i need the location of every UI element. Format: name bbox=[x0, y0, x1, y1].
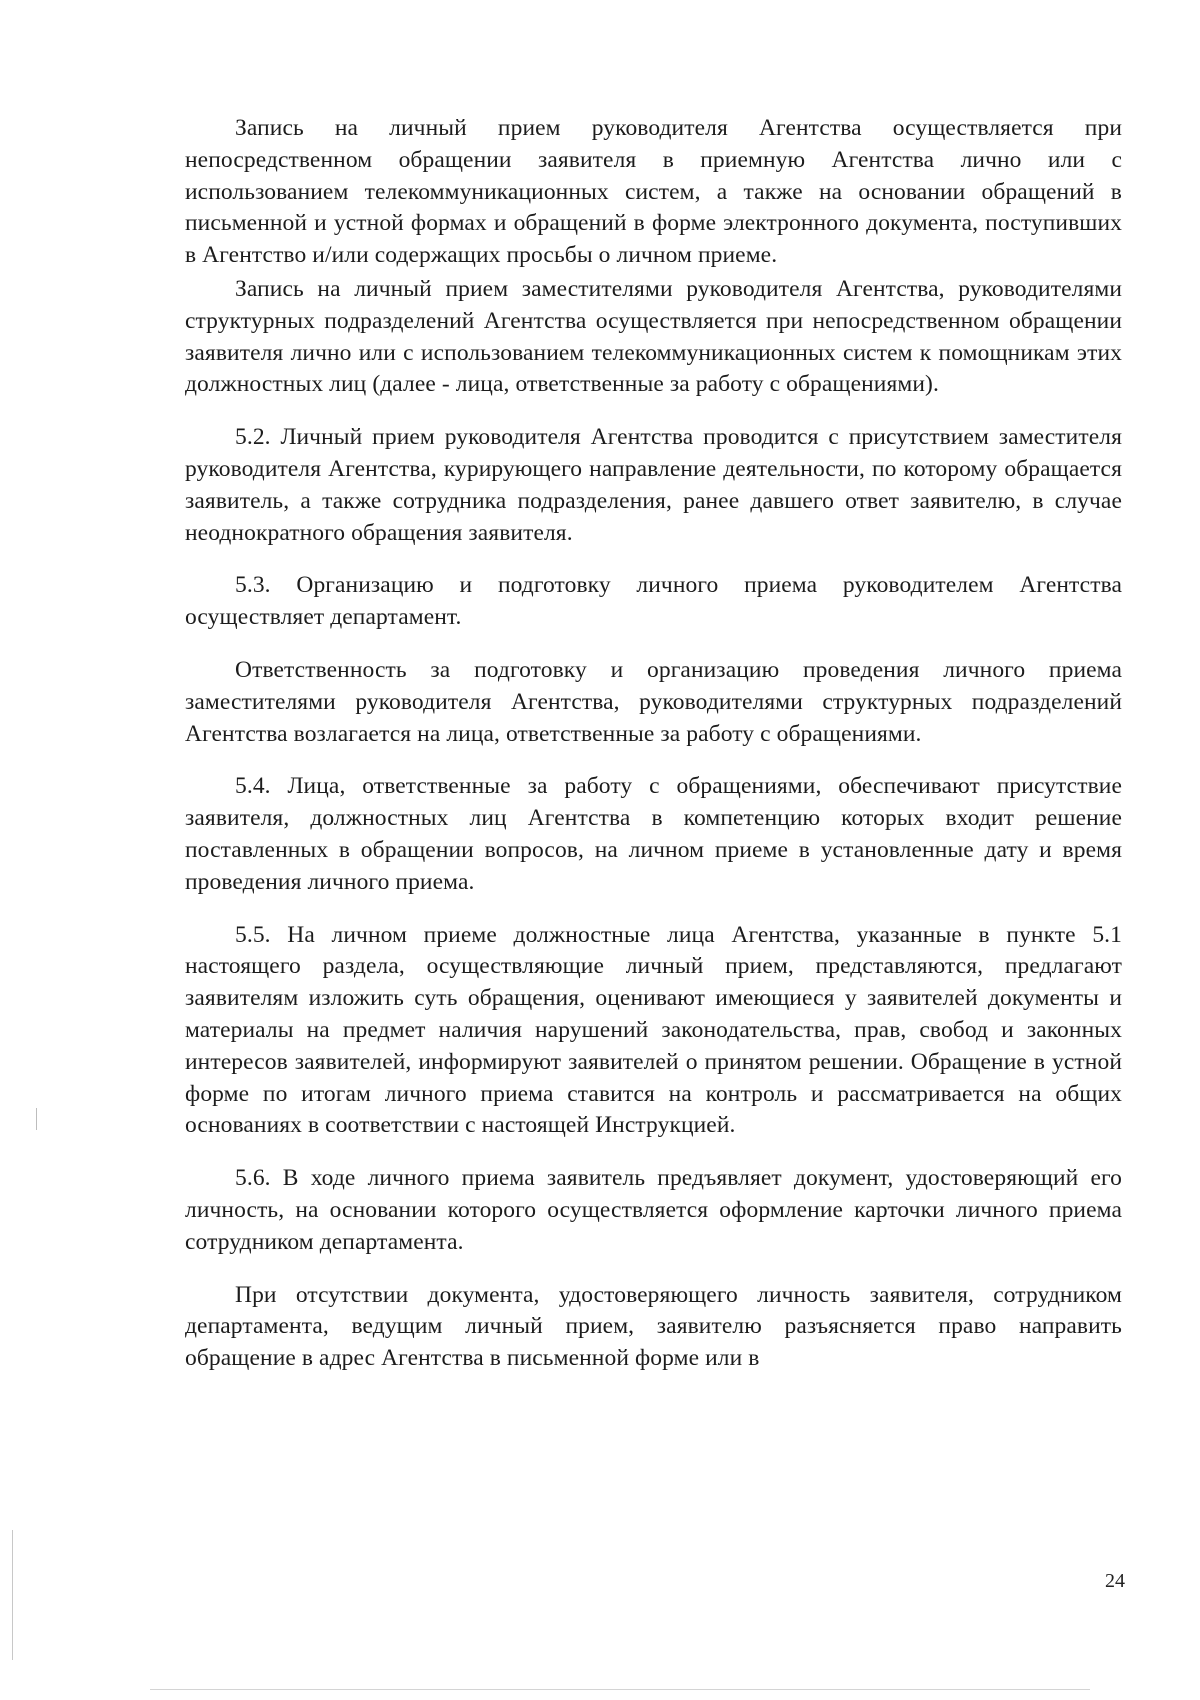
scan-artifact-edge bbox=[12, 1530, 13, 1660]
document-body bbox=[185, 113, 1122, 1375]
scan-artifact-bottom-line bbox=[150, 1689, 1090, 1690]
paragraph-appointment-deputies: Запись на личный прием заместителями руководителя Агентства, руководителями структурных подразделений Агентства осуществляется при непосредственном обращении заявителя лично или с использованием телекоммуникационных систем к помощникам этих должностных лиц (далее - лица, ответственные за работу с обращениями). bbox=[185, 275, 1122, 398]
paragraph-no-document: При отсутствии документа, удостоверяющего личность заявителя, сотрудником департамента, ведущим личный прием, заявителю разъясняется право направить обращение в адрес Агентства в письменной форме или в bbox=[185, 1281, 1122, 1372]
paragraph-responsibility: Ответственность за подготовку и организацию проведения личного приема заместителями руководителя Агентства, руководителями структурных подразделений Агентства возлагается на лица, ответственные за работу с обращениями. bbox=[185, 656, 1122, 747]
paragraph-5-3: 5.3. Организацию и подготовку личного приема руководителем Агентства осуществляет департамент. bbox=[185, 572, 1122, 631]
page-number: 24 bbox=[1105, 1570, 1125, 1592]
scan-artifact-mark bbox=[36, 1108, 37, 1130]
paragraph-5-5: 5.5. На личном приеме должностные лица Агентства, указанные в пункте 5.1 настоящего раздела, осуществляющие личный прием, представляются, предлагают заявителям изложить суть обращения, оценивают имеющиеся у заявителей документы и материалы на предмет наличия нарушений законодательства, прав, свобод и законных интересов заявителей, информируют заявителей о принятом решении. Обращение в устной форме по итогам личного приема ставится на контроль и рассматривается на общих основаниях в соответствии с настоящей Инструкцией. bbox=[185, 921, 1122, 1139]
paragraph-5-2: 5.2. Личный прием руководителя Агентства проводится с присутствием заместителя руководителя Агентства, курирующего направление деятельности, по которому обращается заявитель, а также сотрудника подразделения, ранее давшего ответ заявителю, в случае неоднократного обращения заявителя. bbox=[185, 424, 1122, 546]
paragraph-appointment-head: Запись на личный прием руководителя Агентства осуществляется при непосредственном обращении заявителя в приемную Агентства лично или с использованием телекоммуникационных систем, а также на основании обращений в письменной и устной формах и обращений в форме электронного документа, поступивших в Агентство и/или содержащих просьбы о личном приеме. bbox=[185, 115, 1122, 269]
paragraph-5-4: 5.4. Лица, ответственные за работу с обращениями, обеспечивают присутствие заявителя, должностных лиц Агентства в компетенцию которых входит решение поставленных в обращении вопросов, на личном приеме в установленные дату и время проведения личного приема. bbox=[185, 773, 1122, 895]
paragraph-5-6: 5.6. В ходе личного приема заявитель предъявляет документ, удостоверяющий его личность, на основании которого осуществляется оформление карточки личного приема сотрудником департамента. bbox=[185, 1165, 1122, 1255]
